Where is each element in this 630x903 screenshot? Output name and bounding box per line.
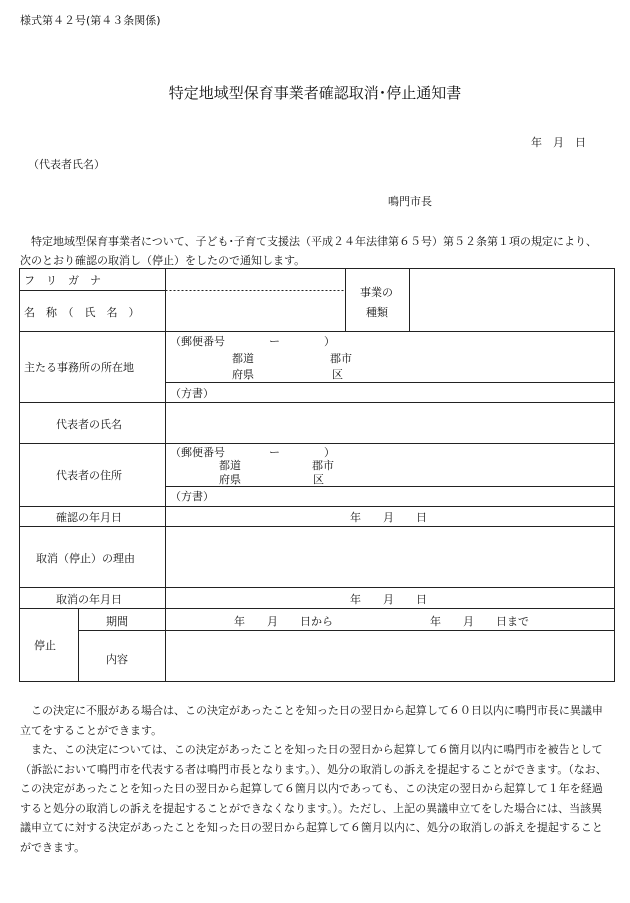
business-type-label-1: 事業の [360,286,393,299]
period-to: 年 月 日まで [430,615,529,628]
business-type-label-2: 種類 [366,306,388,319]
reason-label: 取消（停止）の理由 [36,552,135,565]
form-number: 様式第４２号(第４３条関係) [20,14,161,27]
office-gunshi-1: 郡市 [330,352,352,365]
note-paragraph-2: また、この決定については、この決定があったことを知った日の翌日から起算して６箇月以内に鳴門市を被告として（訴訟において鳴門市を代表する者は鳴門市長となります。）、処分の取消しの訴えを提起することができます。（なお、この決定があったことを知った日の翌日から起算して６箇月以内であっても、この決定の翌日から起算して１年を経過すると処分の取消しの訴えを提起することができなくなります。）。ただし、上記の異議申立てをした場合には、当該異議申立てに対する決定があったことを知った日の翌日から起算して６箇月以内に、処分の取消しの訴えを提起することができます。 [20,743,607,854]
office-gunshi-2: 区 [332,368,343,381]
document-title: 特定地域型保育事業者確認取消･停止通知書 [168,84,462,102]
office-todofuken-2: 府県 [232,368,254,381]
rep-katagaki: （方書） [170,490,214,503]
rep-postal-code: （郵便番号 ー ） [170,446,335,459]
rep-todofuken-1: 都道 [219,459,241,472]
period-from: 年 月 日から [234,615,333,628]
cancel-date-value: 年 月 日 [350,593,427,606]
office-todofuken-1: 都道 [232,352,254,365]
name-label: 名 称 （ 氏 名 ） [24,306,140,319]
rep-address-label: 代表者の住所 [56,469,122,482]
furigana-label: フ リ ガ ナ [24,274,101,287]
office-postal-code: （郵便番号 ー ） [170,335,335,348]
notes-section [20,701,610,857]
period-label: 期間 [106,615,128,628]
intro-text: 特定地域型保育事業者について、子ども･子育て支援法（平成２４年法律第６５号）第５２条第１項の規定により、次のとおり確認の取消し（停止）をしたので通知します。 [20,235,598,267]
recipient-name: （代表者氏名） [28,158,105,171]
rep-todofuken-2: 府県 [219,473,241,486]
rep-name-label: 代表者の氏名 [56,418,122,431]
rep-gunshi-2: 区 [313,473,324,486]
office-address-label: 主たる事務所の所在地 [24,361,134,374]
document-date: 年 月 日 [531,136,586,149]
sender-name: 鳴門市長 [388,195,432,208]
cancel-date-label: 取消の年月日 [56,593,122,606]
confirm-date-label: 確認の年月日 [56,511,122,524]
confirm-date-value: 年 月 日 [350,511,427,524]
rep-gunshi-1: 郡市 [312,459,334,472]
content-label: 内容 [106,653,128,666]
note-paragraph-1: この決定に不服がある場合は、この決定があったことを知った日の翌日から起算して６０日以内に鳴門市長に異議申立てをすることができます。 [20,704,603,737]
suspend-label: 停止 [34,639,56,652]
office-katagaki: （方書） [170,387,214,400]
